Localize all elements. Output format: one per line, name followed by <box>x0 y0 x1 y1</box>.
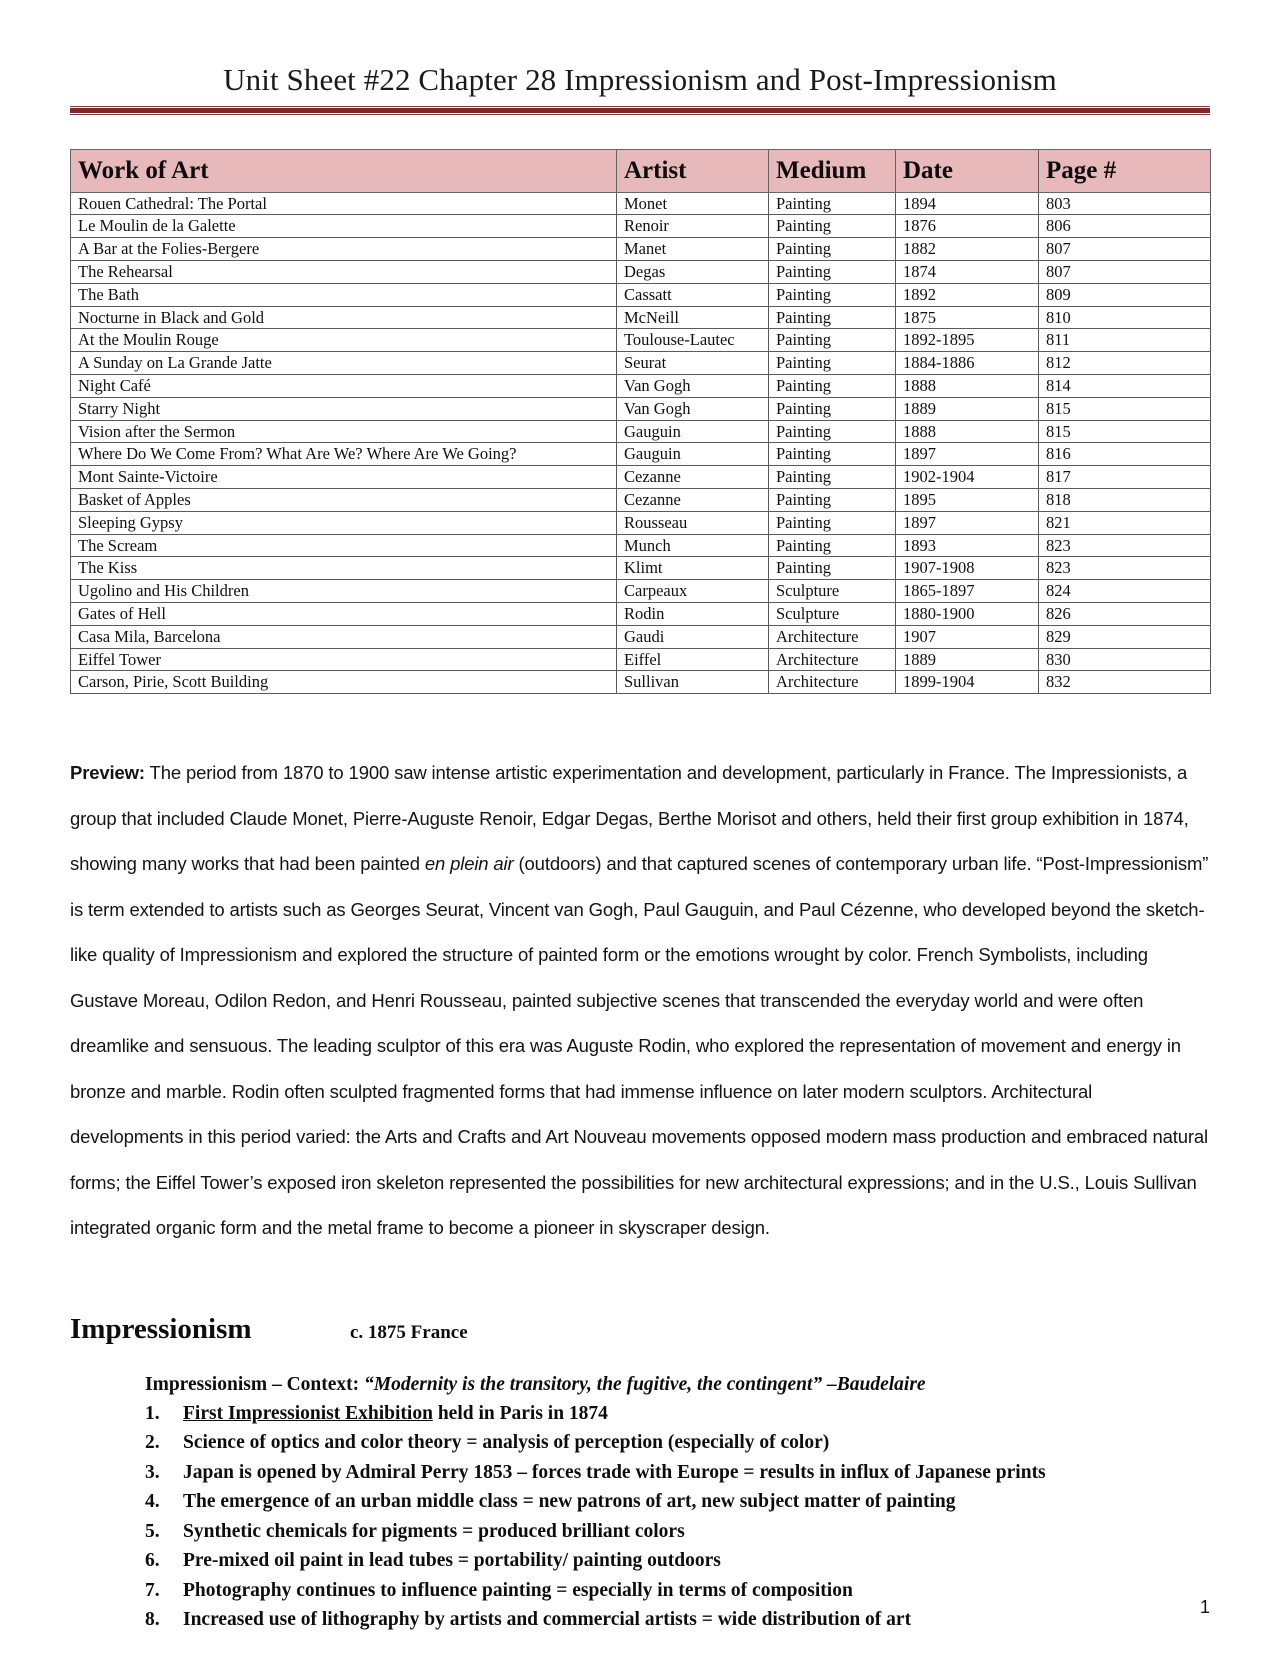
outline-block <box>145 1370 1210 1635</box>
table-row <box>71 511 1211 534</box>
list-item-number: 6. <box>145 1550 160 1572</box>
cell-date: 1889 <box>896 648 1039 671</box>
cell-date: 1876 <box>896 215 1039 238</box>
cell-artist: Sullivan <box>617 671 769 694</box>
cell-artist: Seurat <box>617 352 769 375</box>
section-heading-row <box>70 1313 1210 1346</box>
cell-artist: Cezanne <box>617 466 769 489</box>
cell-page: 830 <box>1039 648 1211 671</box>
cell-medium: Painting <box>769 489 896 512</box>
list-item-rest: held in Paris in 1874 <box>432 1402 608 1424</box>
cell-artist: Manet <box>617 238 769 261</box>
cell-work-of-art: The Rehearsal <box>71 261 617 284</box>
cell-medium: Architecture <box>769 625 896 648</box>
section-title: Impressionism <box>70 1312 252 1345</box>
context-lead: Impressionism – Context: <box>145 1373 365 1395</box>
cell-work-of-art: The Bath <box>71 283 617 306</box>
cell-page: 810 <box>1039 306 1211 329</box>
cell-artist: Gaudi <box>617 625 769 648</box>
cell-medium: Painting <box>769 261 896 284</box>
artworks-table <box>70 149 1211 695</box>
cell-artist: Carpeaux <box>617 580 769 603</box>
column-header-date: Date <box>896 149 1039 192</box>
table-row <box>71 352 1211 375</box>
cell-date: 1880-1900 <box>896 602 1039 625</box>
cell-page: 826 <box>1039 602 1211 625</box>
cell-page: 832 <box>1039 671 1211 694</box>
title-divider-bar <box>70 108 1210 113</box>
cell-page: 829 <box>1039 625 1211 648</box>
cell-work-of-art: Sleeping Gypsy <box>71 511 617 534</box>
cell-page: 823 <box>1039 534 1211 557</box>
cell-artist: Gauguin <box>617 420 769 443</box>
context-line <box>145 1370 1210 1399</box>
cell-work-of-art: Casa Mila, Barcelona <box>71 625 617 648</box>
cell-date: 1894 <box>896 192 1039 215</box>
list-item-text: Pre-mixed oil paint in lead tubes = portability/ painting outdoors <box>183 1550 721 1572</box>
list-item-number: 5. <box>145 1520 160 1542</box>
cell-work-of-art: A Sunday on La Grande Jatte <box>71 352 617 375</box>
cell-date: 1865-1897 <box>896 580 1039 603</box>
cell-page: 807 <box>1039 261 1211 284</box>
cell-medium: Painting <box>769 466 896 489</box>
cell-medium: Painting <box>769 283 896 306</box>
cell-date: 1899-1904 <box>896 671 1039 694</box>
cell-medium: Painting <box>769 534 896 557</box>
cell-date: 1889 <box>896 397 1039 420</box>
table-row <box>71 443 1211 466</box>
cell-medium: Sculpture <box>769 580 896 603</box>
cell-medium: Painting <box>769 443 896 466</box>
cell-medium: Painting <box>769 557 896 580</box>
list-item-number: 7. <box>145 1579 160 1601</box>
cell-date: 1874 <box>896 261 1039 284</box>
table-row <box>71 420 1211 443</box>
list-item-number: 3. <box>145 1461 160 1483</box>
cell-work-of-art: Le Moulin de la Galette <box>71 215 617 238</box>
list-item <box>145 1546 1210 1575</box>
table-row <box>71 261 1211 284</box>
page-title: Unit Sheet #22 Chapter 28 Impressionism and Post-Impressionism <box>223 62 1057 97</box>
cell-work-of-art: Carson, Pirie, Scott Building <box>71 671 617 694</box>
table-row <box>71 283 1211 306</box>
table-row <box>71 580 1211 603</box>
list-item-text <box>183 1399 608 1428</box>
cell-work-of-art: Night Café <box>71 375 617 398</box>
cell-work-of-art: Mont Sainte-Victoire <box>71 466 617 489</box>
cell-artist: Renoir <box>617 215 769 238</box>
table-row <box>71 557 1211 580</box>
list-item <box>145 1428 1210 1457</box>
cell-date: 1897 <box>896 443 1039 466</box>
cell-date: 1907 <box>896 625 1039 648</box>
cell-date: 1888 <box>896 420 1039 443</box>
list-item-text: Japan is opened by Admiral Perry 1853 – forces trade with Europe = results in influx of Japanese prints <box>183 1461 1046 1483</box>
list-item <box>145 1517 1210 1546</box>
preview-text-part-2: (outdoors) and that captured scenes of contemporary urban life. “Post-Impressionism” is term extended to artists such as Georges Seurat, Vincent van Gogh, Paul Gauguin, and Paul Cézenne, who developed beyond the sketch-like quality of Impressionism and explored the structure of painted form or the emotions wrought by color. French Symbolists, including Gustave Moreau, Odilon Redon, and Henri Rousseau, painted subjective scenes that transcended the everyday world and were often dreamlike and sensuous. The leading sculptor of this era was Auguste Rodin, who explored the representation of movement and energy in bronze and marble. Rodin often sculpted fragmented forms that had immense influence on later modern sculptors. Architectural developments in this period varied: the Arts and Crafts and Art Nouveau movements opposed modern mass production and embraced natural forms; the Eiffel Tower’s exposed iron skeleton represented the possibilities for new architectural expressions; and in the U.S., Louis Sullivan integrated organic form and the metal frame to become a pioneer in skyscraper design. <box>70 853 1209 1239</box>
preview-paragraph <box>70 750 1210 1251</box>
cell-page: 823 <box>1039 557 1211 580</box>
cell-medium: Painting <box>769 238 896 261</box>
cell-date: 1893 <box>896 534 1039 557</box>
table-row <box>71 397 1211 420</box>
cell-page: 816 <box>1039 443 1211 466</box>
list-item <box>145 1605 1210 1634</box>
cell-date: 1875 <box>896 306 1039 329</box>
preview-label: Preview: <box>70 762 145 784</box>
table-row <box>71 215 1211 238</box>
cell-work-of-art: Rouen Cathedral: The Portal <box>71 192 617 215</box>
cell-date: 1892-1895 <box>896 329 1039 352</box>
list-item <box>145 1458 1210 1487</box>
cell-page: 806 <box>1039 215 1211 238</box>
list-item-text: Synthetic chemicals for pigments = produced brilliant colors <box>183 1520 685 1542</box>
list-item-text: The emergence of an urban middle class = new patrons of art, new subject matter of painting <box>183 1491 956 1513</box>
cell-work-of-art: The Kiss <box>71 557 617 580</box>
cell-page: 809 <box>1039 283 1211 306</box>
cell-medium: Painting <box>769 215 896 238</box>
list-item-number: 1. <box>145 1402 160 1424</box>
table-body <box>71 192 1211 694</box>
column-header-artist: Artist <box>617 149 769 192</box>
column-header-page: Page # <box>1039 149 1211 192</box>
cell-medium: Painting <box>769 375 896 398</box>
list-item-number: 8. <box>145 1608 160 1630</box>
list-item-number: 2. <box>145 1432 160 1454</box>
cell-artist: Monet <box>617 192 769 215</box>
cell-artist: Klimt <box>617 557 769 580</box>
table-row <box>71 625 1211 648</box>
page-number: 1 <box>1199 1597 1210 1617</box>
column-header-medium: Medium <box>769 149 896 192</box>
table-row <box>71 602 1211 625</box>
cell-date: 1892 <box>896 283 1039 306</box>
list-item-text: Photography continues to influence painting = especially in terms of composition <box>183 1579 853 1601</box>
cell-artist: Munch <box>617 534 769 557</box>
cell-page: 815 <box>1039 420 1211 443</box>
cell-work-of-art: Eiffel Tower <box>71 648 617 671</box>
list-item <box>145 1487 1210 1516</box>
list-item-number: 4. <box>145 1491 160 1513</box>
cell-medium: Painting <box>769 192 896 215</box>
list-item-underlined-term: First Impressionist Exhibition <box>183 1402 433 1424</box>
cell-work-of-art: At the Moulin Rouge <box>71 329 617 352</box>
cell-work-of-art: Starry Night <box>71 397 617 420</box>
cell-work-of-art: The Scream <box>71 534 617 557</box>
cell-work-of-art: Ugolino and His Children <box>71 580 617 603</box>
title-block <box>0 0 1280 115</box>
cell-page: 821 <box>1039 511 1211 534</box>
cell-page: 812 <box>1039 352 1211 375</box>
cell-page: 817 <box>1039 466 1211 489</box>
cell-page: 814 <box>1039 375 1211 398</box>
cell-medium: Painting <box>769 397 896 420</box>
cell-medium: Architecture <box>769 648 896 671</box>
table-row <box>71 329 1211 352</box>
cell-artist: Cezanne <box>617 489 769 512</box>
cell-date: 1888 <box>896 375 1039 398</box>
table-row <box>71 648 1211 671</box>
cell-artist: Cassatt <box>617 283 769 306</box>
cell-work-of-art: Nocturne in Black and Gold <box>71 306 617 329</box>
table-row <box>71 306 1211 329</box>
cell-medium: Architecture <box>769 671 896 694</box>
numbered-list <box>145 1399 1210 1635</box>
cell-page: 818 <box>1039 489 1211 512</box>
context-quote: “Modernity is the transitory, the fugitive, the contingent” –Baudelaire <box>364 1373 926 1395</box>
cell-date: 1895 <box>896 489 1039 512</box>
column-header-work-of-art: Work of Art <box>71 149 617 192</box>
cell-work-of-art: Vision after the Sermon <box>71 420 617 443</box>
cell-date: 1882 <box>896 238 1039 261</box>
cell-work-of-art: Gates of Hell <box>71 602 617 625</box>
cell-artist: Gauguin <box>617 443 769 466</box>
cell-artist: Rousseau <box>617 511 769 534</box>
cell-artist: Van Gogh <box>617 375 769 398</box>
cell-medium: Sculpture <box>769 602 896 625</box>
list-item <box>145 1576 1210 1605</box>
table-row <box>71 489 1211 512</box>
cell-date: 1907-1908 <box>896 557 1039 580</box>
cell-work-of-art: Where Do We Come From? What Are We? Where Are We Going? <box>71 443 617 466</box>
cell-artist: Degas <box>617 261 769 284</box>
table-header-row <box>71 149 1211 192</box>
cell-page: 811 <box>1039 329 1211 352</box>
table-row <box>71 375 1211 398</box>
cell-artist: Eiffel <box>617 648 769 671</box>
cell-work-of-art: Basket of Apples <box>71 489 617 512</box>
preview-italic-phrase: en plein air <box>424 853 514 875</box>
cell-artist: McNeill <box>617 306 769 329</box>
cell-date: 1897 <box>896 511 1039 534</box>
table-row <box>71 534 1211 557</box>
cell-work-of-art: A Bar at the Folies-Bergere <box>71 238 617 261</box>
table-row <box>71 671 1211 694</box>
table-row <box>71 466 1211 489</box>
cell-page: 803 <box>1039 192 1211 215</box>
cell-artist: Rodin <box>617 602 769 625</box>
cell-date: 1884-1886 <box>896 352 1039 375</box>
cell-medium: Painting <box>769 306 896 329</box>
preview-text-part-1: The period from 1870 to 1900 saw intense artistic experimentation and development, particularly in France. The Impressionists, a group that included Claude Monet, Pierre-Auguste Renoir, Edgar Degas, Berthe Morisot and others, held their first group exhibition in 1874, showing many works that had been painted <box>70 762 1189 875</box>
cell-page: 807 <box>1039 238 1211 261</box>
cell-artist: Toulouse-Lautec <box>617 329 769 352</box>
section-subtitle: c. 1875 France <box>350 1321 468 1343</box>
table-row <box>71 192 1211 215</box>
table-row <box>71 238 1211 261</box>
cell-date: 1902-1904 <box>896 466 1039 489</box>
list-item <box>145 1399 1210 1428</box>
cell-medium: Painting <box>769 329 896 352</box>
list-item-text: Increased use of lithography by artists and commercial artists = wide distribution of art <box>183 1608 912 1630</box>
cell-artist: Van Gogh <box>617 397 769 420</box>
cell-medium: Painting <box>769 352 896 375</box>
list-item-text: Science of optics and color theory = analysis of perception (especially of color) <box>183 1432 830 1454</box>
cell-medium: Painting <box>769 511 896 534</box>
cell-page: 824 <box>1039 580 1211 603</box>
title-divider <box>70 106 1210 115</box>
cell-medium: Painting <box>769 420 896 443</box>
cell-page: 815 <box>1039 397 1211 420</box>
